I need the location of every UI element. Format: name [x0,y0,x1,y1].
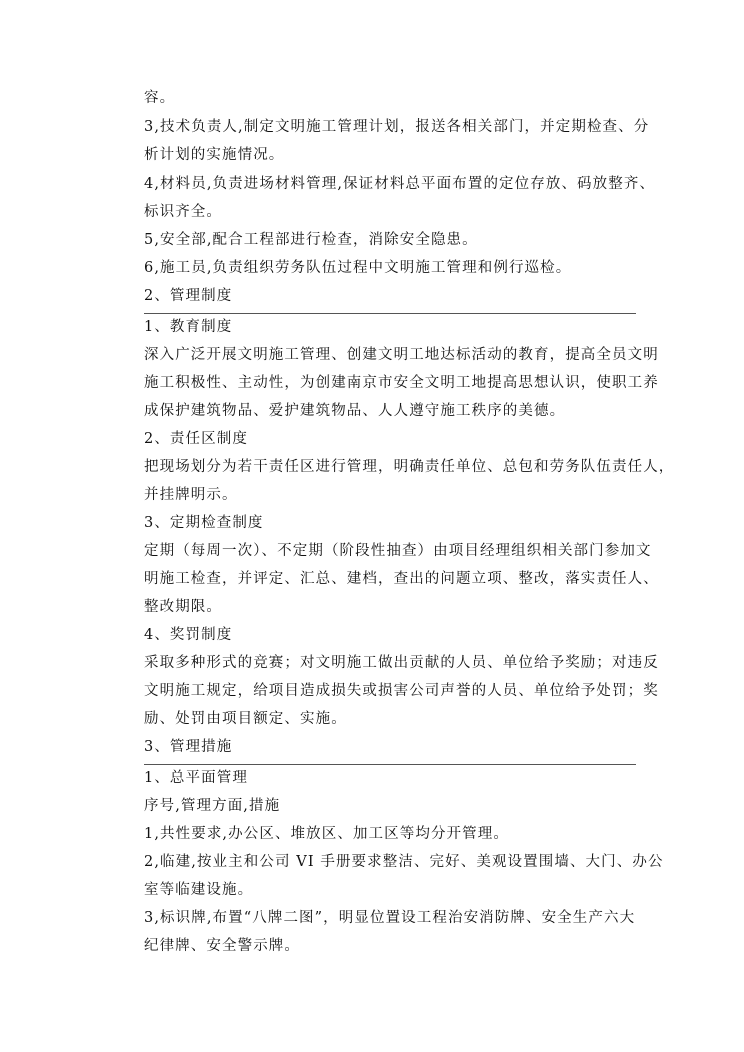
subsection-heading: 4、奖罚制度 [144,627,233,643]
text-line: 深入广泛开展文明施工管理、创建文明工地达标活动的教育，提高全员文明 [144,347,659,363]
text-line: 容。 [144,90,176,106]
text-line: 5,安全部,配合工程部进行检查，消除安全隐患。 [144,232,478,248]
text-line: 析计划的实施情况。 [144,147,285,163]
section-heading: 3、管理措施 [144,739,233,755]
text-line: 3,技术负责人,制定文明施工管理计划，报送各相关部门，并定期检查、分 [144,119,650,135]
subsection-heading: 1、总平面管理 [144,770,248,786]
text-line: 序号,管理方面,措施 [144,798,281,814]
text-line: 励、处罚由项目额定、实施。 [144,711,347,727]
text-line: 3,标识牌,布置“八牌二图”，明显位置设工程治安消防牌、安全生产六大 [144,910,636,926]
text-line: 文明施工规定，给项目造成损失或损害公司声誉的人员、单位给予处罚；奖 [144,683,659,699]
text-line: 成保护建筑物品、爱护建筑物品、人人遵守施工秩序的美德。 [144,403,566,419]
text-line: 施工积极性、主动性，为创建南京市安全文明工地提高思想认识，使职工养 [144,375,659,391]
text-line: 1,共性要求,办公区、堆放区、加工区等均分开管理。 [144,826,509,842]
text-line: 标识齐全。 [144,204,222,220]
text-line: 室等临建设施。 [144,882,254,898]
subsection-heading: 1、教育制度 [144,319,233,335]
subsection-heading: 3、定期检查制度 [144,515,264,531]
text-line: 采取多种形式的竞赛；对文明施工做出贡献的人员、单位给予奖励；对违反 [144,655,659,671]
text-line: 纪律牌、安全警示牌。 [144,938,300,954]
text-line: 并挂牌明示。 [144,487,238,503]
text-line: 6,施工员,负责组织劳务队伍过程中文明施工管理和例行巡检。 [144,260,572,276]
text-line: 明施工检查，并评定、汇总、建档，查出的问题立项、整改，落实责任人、 [144,571,659,587]
subsection-heading: 2、责任区制度 [144,431,248,447]
section-heading: 2、管理制度 [144,288,233,304]
section-rule [144,764,636,765]
section-rule [144,313,636,314]
text-line: 把现场划分为若干责任区进行管理，明确责任单位、总包和劳务队伍责任人， [144,459,675,475]
text-line: 整改期限。 [144,599,222,615]
text-line: 4,材料员,负责进场材料管理,保证材料总平面布置的定位存放、码放整齐、 [144,176,656,192]
text-line: 定期（每周一次）、不定期（阶段性抽查）由项目经理组织相关部门参加文 [144,543,652,559]
text-line: 2,临建,按业主和公司 VI 手册要求整洁、完好、美观设置围墙、大门、办公 [144,854,664,870]
